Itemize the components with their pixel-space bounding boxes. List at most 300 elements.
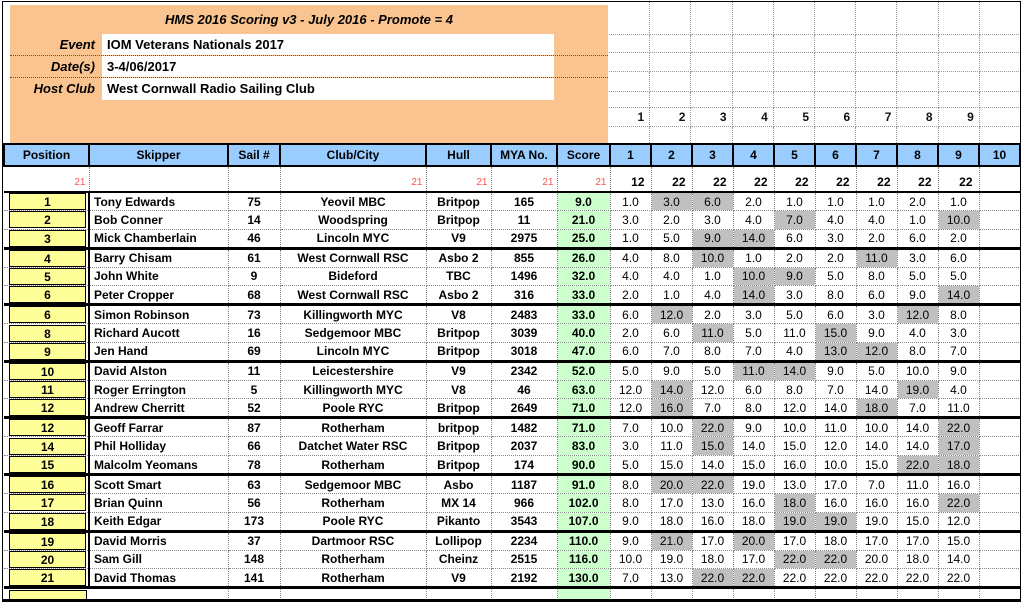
race-score-cell[interactable]: 7.0 — [856, 475, 897, 494]
race-score-cell[interactable]: 2.0 — [774, 248, 815, 267]
race-score-discard-cell[interactable]: 14.0 — [938, 286, 979, 305]
race-score-cell[interactable]: 18.0 — [733, 512, 774, 531]
mya-number-cell[interactable]: 165 — [491, 192, 557, 211]
race-score-cell[interactable]: 2.0 — [733, 192, 774, 211]
score-cell[interactable]: 25.0 — [557, 229, 610, 248]
race-score-discard-cell[interactable]: 22.0 — [692, 418, 733, 437]
club-cell[interactable]: West Cornwall RSC — [280, 248, 426, 267]
race-score-discard-cell[interactable]: 22.0 — [897, 456, 938, 475]
race-score-cell[interactable]: 16.0 — [897, 494, 938, 513]
sail-number-cell[interactable]: 73 — [228, 305, 280, 324]
race-score-cell[interactable]: 9.0 — [651, 361, 692, 380]
race-score-cell[interactable]: 13.0 — [774, 475, 815, 494]
race-entries-cell[interactable]: 22 — [897, 166, 938, 192]
race-score-cell[interactable]: 8.0 — [774, 380, 815, 399]
position-cell[interactable] — [4, 512, 89, 531]
club-cell[interactable]: Yeovil MBC — [280, 192, 426, 211]
sail-number-cell[interactable]: 87 — [228, 418, 280, 437]
race-score-discard-cell[interactable]: 20.0 — [651, 475, 692, 494]
skipper-cell[interactable]: Phil Holliday — [89, 437, 228, 456]
hull-cell[interactable]: V9 — [426, 569, 491, 588]
position-cell[interactable] — [4, 324, 89, 343]
score-cell[interactable]: 21.0 — [557, 211, 610, 230]
club-cell[interactable]: West Cornwall RSC — [280, 286, 426, 305]
hull-cell[interactable]: Britpop — [426, 437, 491, 456]
race-score-cell[interactable]: 1.0 — [938, 192, 979, 211]
race-score-cell[interactable]: 9.0 — [938, 361, 979, 380]
race-score-discard-cell[interactable]: 22.0 — [774, 550, 815, 569]
race-score-cell[interactable]: 18.0 — [815, 531, 856, 550]
sail-number-cell[interactable]: 63 — [228, 475, 280, 494]
sail-number-cell[interactable]: 37 — [228, 531, 280, 550]
race-score-cell[interactable]: 18.0 — [651, 512, 692, 531]
race-score-cell[interactable]: 22.0 — [897, 569, 938, 588]
race-score-discard-cell[interactable]: 22.0 — [692, 475, 733, 494]
race-score-cell[interactable]: 2.0 — [938, 229, 979, 248]
hull-cell[interactable]: Asbo 2 — [426, 286, 491, 305]
race-score-cell[interactable]: 11.0 — [651, 437, 692, 456]
score-cell[interactable]: 110.0 — [557, 531, 610, 550]
race-score-cell[interactable]: 3.0 — [610, 211, 651, 230]
race-score-cell[interactable]: 18.0 — [692, 550, 733, 569]
race-score-cell[interactable]: 11.0 — [774, 324, 815, 343]
score-cell[interactable]: 33.0 — [557, 305, 610, 324]
race-score-discard-cell[interactable]: 11.0 — [733, 361, 774, 380]
race-score-discard-cell[interactable]: 11.0 — [856, 248, 897, 267]
race-score-cell[interactable]: 7.0 — [651, 342, 692, 361]
race-score-cell[interactable]: 19.0 — [733, 475, 774, 494]
score-cell[interactable]: 107.0 — [557, 512, 610, 531]
score-cell[interactable]: 63.0 — [557, 380, 610, 399]
score-cell[interactable]: 52.0 — [557, 361, 610, 380]
race-score-cell[interactable]: 9.0 — [733, 418, 774, 437]
position-cell[interactable] — [4, 380, 89, 399]
club-cell[interactable]: Rotherham — [280, 418, 426, 437]
race-score-cell[interactable]: 5.0 — [815, 267, 856, 286]
race-score-discard-cell[interactable]: 13.0 — [815, 342, 856, 361]
race-score-cell[interactable]: 15.0 — [897, 512, 938, 531]
hull-cell[interactable]: V9 — [426, 361, 491, 380]
race-score-cell[interactable]: 14.0 — [938, 550, 979, 569]
position-cell[interactable] — [4, 305, 89, 324]
hull-cell[interactable]: Asbo 2 — [426, 248, 491, 267]
race-score-discard-cell[interactable]: 9.0 — [692, 229, 733, 248]
race-score-cell[interactable]: 5.0 — [897, 267, 938, 286]
race-score-cell[interactable]: 3.0 — [692, 211, 733, 230]
race-score-cell[interactable]: 19.0 — [651, 550, 692, 569]
race-score-cell[interactable]: 1.0 — [856, 192, 897, 211]
race-score-cell[interactable]: 12.0 — [610, 399, 651, 418]
skipper-cell[interactable]: Bob Conner — [89, 211, 228, 230]
race-score-cell[interactable]: 1.0 — [897, 211, 938, 230]
club-cell[interactable]: Bideford — [280, 267, 426, 286]
race-score-cell[interactable]: 16.0 — [733, 494, 774, 513]
race-score-cell[interactable]: 6.0 — [774, 229, 815, 248]
race-score-cell[interactable]: 8.0 — [938, 305, 979, 324]
race-score-cell[interactable]: 8.0 — [610, 494, 651, 513]
race-score-discard-cell[interactable]: 12.0 — [651, 305, 692, 324]
race-score-cell[interactable]: 7.0 — [897, 399, 938, 418]
race-score-cell[interactable]: 15.0 — [651, 456, 692, 475]
race-score-cell[interactable]: 13.0 — [692, 494, 733, 513]
race-score-cell[interactable]: 17.0 — [815, 475, 856, 494]
race-entries-cell[interactable]: 12 — [610, 166, 651, 192]
mya-number-cell[interactable]: 855 — [491, 248, 557, 267]
skipper-cell[interactable]: Roger Errington — [89, 380, 228, 399]
club-cell[interactable]: Poole RYC — [280, 399, 426, 418]
score-cell[interactable]: 33.0 — [557, 286, 610, 305]
position-cell[interactable] — [4, 267, 89, 286]
position-cell[interactable] — [4, 475, 89, 494]
race-score-cell[interactable]: 2.0 — [651, 211, 692, 230]
race-score-cell[interactable]: 4.0 — [692, 286, 733, 305]
race-score-cell[interactable]: 5.0 — [938, 267, 979, 286]
race-score-cell[interactable]: 14.0 — [815, 399, 856, 418]
race-score-cell[interactable]: 2.0 — [897, 192, 938, 211]
sail-number-cell[interactable]: 56 — [228, 494, 280, 513]
fleet-size-cell[interactable]: 21 — [426, 166, 491, 192]
race-score-cell[interactable]: 14.0 — [856, 437, 897, 456]
race-score-cell[interactable]: 4.0 — [733, 211, 774, 230]
race-score-cell[interactable]: 10.0 — [651, 418, 692, 437]
race-entries-cell[interactable]: 22 — [774, 166, 815, 192]
skipper-cell[interactable]: John White — [89, 267, 228, 286]
sail-number-cell[interactable]: 78 — [228, 456, 280, 475]
race-score-cell[interactable]: 17.0 — [651, 494, 692, 513]
sail-number-cell[interactable]: 52 — [228, 399, 280, 418]
race-score-discard-cell[interactable]: 19.0 — [815, 512, 856, 531]
hull-cell[interactable]: Cheinz — [426, 550, 491, 569]
hull-cell[interactable]: britpop — [426, 418, 491, 437]
position-cell[interactable] — [4, 437, 89, 456]
skipper-cell[interactable]: Simon Robinson — [89, 305, 228, 324]
race-score-cell[interactable]: 17.0 — [856, 531, 897, 550]
race-score-cell[interactable]: 14.0 — [733, 437, 774, 456]
race-score-discard-cell[interactable]: 20.0 — [733, 531, 774, 550]
hull-cell[interactable]: Britpop — [426, 192, 491, 211]
score-cell[interactable]: 102.0 — [557, 494, 610, 513]
race-score-cell[interactable]: 5.0 — [651, 229, 692, 248]
position-cell[interactable] — [4, 494, 89, 513]
club-cell[interactable]: Lincoln MYC — [280, 342, 426, 361]
race-score-cell[interactable]: 4.0 — [938, 380, 979, 399]
race-score-cell[interactable]: 2.0 — [610, 286, 651, 305]
score-cell[interactable]: 26.0 — [557, 248, 610, 267]
club-cell[interactable]: Dartmoor RSC — [280, 531, 426, 550]
score-cell[interactable]: 71.0 — [557, 399, 610, 418]
position-cell[interactable] — [4, 531, 89, 550]
sail-number-cell[interactable]: 66 — [228, 437, 280, 456]
skipper-cell[interactable]: Keith Edgar — [89, 512, 228, 531]
race-score-cell[interactable]: 7.0 — [692, 399, 733, 418]
race-score-cell[interactable]: 2.0 — [856, 229, 897, 248]
race-score-cell[interactable]: 4.0 — [815, 211, 856, 230]
skipper-cell[interactable]: Peter Cropper — [89, 286, 228, 305]
hull-cell[interactable]: V8 — [426, 305, 491, 324]
race-score-cell[interactable]: 16.0 — [692, 512, 733, 531]
race-score-cell[interactable]: 12.0 — [938, 512, 979, 531]
hull-cell[interactable]: V8 — [426, 380, 491, 399]
mya-number-cell[interactable]: 3543 — [491, 512, 557, 531]
mya-number-cell[interactable]: 46 — [491, 380, 557, 399]
position-cell[interactable] — [4, 342, 89, 361]
mya-number-cell[interactable]: 2975 — [491, 229, 557, 248]
hull-cell[interactable]: Britpop — [426, 342, 491, 361]
mya-number-cell[interactable]: 1496 — [491, 267, 557, 286]
sail-number-cell[interactable]: 46 — [228, 229, 280, 248]
skipper-cell[interactable]: Barry Chisam — [89, 248, 228, 267]
race-score-discard-cell[interactable]: 18.0 — [938, 456, 979, 475]
race-score-cell[interactable]: 15.0 — [856, 456, 897, 475]
race-score-cell[interactable]: 4.0 — [610, 267, 651, 286]
fleet-size-cell[interactable]: 21 — [4, 166, 89, 192]
race-score-discard-cell[interactable]: 22.0 — [733, 569, 774, 588]
race-score-cell[interactable]: 16.0 — [815, 494, 856, 513]
race-entries-cell[interactable] — [979, 166, 1020, 192]
race-score-discard-cell[interactable]: 22.0 — [938, 494, 979, 513]
sail-number-cell[interactable]: 9 — [228, 267, 280, 286]
hull-cell[interactable]: Pikanto — [426, 512, 491, 531]
race-score-cell[interactable]: 1.0 — [733, 248, 774, 267]
dates-field[interactable]: 3-4/06/2017 — [102, 56, 554, 77]
race-score-discard-cell[interactable]: 9.0 — [774, 267, 815, 286]
mya-number-cell[interactable]: 2649 — [491, 399, 557, 418]
race-score-discard-cell[interactable]: 18.0 — [856, 399, 897, 418]
race-entries-cell[interactable]: 22 — [856, 166, 897, 192]
mya-number-cell[interactable]: 2342 — [491, 361, 557, 380]
race-score-cell[interactable]: 11.0 — [815, 418, 856, 437]
hull-cell[interactable]: Britpop — [426, 399, 491, 418]
skipper-cell[interactable]: David Morris — [89, 531, 228, 550]
race-score-cell[interactable]: 7.0 — [610, 569, 651, 588]
race-score-cell[interactable]: 13.0 — [651, 569, 692, 588]
sail-number-cell[interactable]: 69 — [228, 342, 280, 361]
race-score-cell[interactable]: 7.0 — [733, 342, 774, 361]
race-score-cell[interactable]: 6.0 — [651, 324, 692, 343]
race-score-cell[interactable]: 17.0 — [692, 531, 733, 550]
position-cell[interactable] — [4, 418, 89, 437]
score-cell[interactable]: 9.0 — [557, 192, 610, 211]
race-score-cell[interactable]: 19.0 — [856, 512, 897, 531]
race-entries-cell[interactable]: 22 — [938, 166, 979, 192]
skipper-cell[interactable]: David Thomas — [89, 569, 228, 588]
race-score-cell[interactable]: 3.0 — [897, 248, 938, 267]
position-cell[interactable] — [4, 211, 89, 230]
sail-number-cell[interactable]: 61 — [228, 248, 280, 267]
club-cell[interactable]: Lincoln MYC — [280, 229, 426, 248]
mya-number-cell[interactable]: 3018 — [491, 342, 557, 361]
race-score-discard-cell[interactable]: 21.0 — [651, 531, 692, 550]
mya-number-cell[interactable]: 174 — [491, 456, 557, 475]
race-score-cell[interactable]: 8.0 — [692, 342, 733, 361]
race-score-cell[interactable]: 3.0 — [856, 305, 897, 324]
race-score-cell[interactable]: 14.0 — [897, 418, 938, 437]
position-cell[interactable] — [4, 456, 89, 475]
race-score-cell[interactable]: 10.0 — [610, 550, 651, 569]
mya-number-cell[interactable]: 2483 — [491, 305, 557, 324]
race-score-cell[interactable]: 16.0 — [938, 475, 979, 494]
position-cell[interactable] — [4, 361, 89, 380]
race-score-cell[interactable]: 8.0 — [897, 342, 938, 361]
race-score-cell[interactable]: 1.0 — [610, 192, 651, 211]
race-score-cell[interactable]: 4.0 — [897, 324, 938, 343]
race-score-cell[interactable]: 15.0 — [733, 456, 774, 475]
score-cell[interactable]: 71.0 — [557, 418, 610, 437]
club-cell[interactable]: Killingworth MYC — [280, 305, 426, 324]
mya-number-cell[interactable]: 2234 — [491, 531, 557, 550]
race-score-discard-cell[interactable]: 15.0 — [692, 437, 733, 456]
race-score-cell[interactable]: 4.0 — [856, 211, 897, 230]
race-score-cell[interactable]: 3.0 — [938, 324, 979, 343]
club-cell[interactable]: Leicestershire — [280, 361, 426, 380]
club-cell[interactable]: Rotherham — [280, 550, 426, 569]
race-score-discard-cell[interactable]: 22.0 — [692, 569, 733, 588]
race-score-cell[interactable]: 15.0 — [774, 437, 815, 456]
race-entries-cell[interactable]: 22 — [733, 166, 774, 192]
race-score-cell[interactable]: 5.0 — [692, 361, 733, 380]
skipper-cell[interactable]: Tony Edwards — [89, 192, 228, 211]
sail-number-cell[interactable]: 173 — [228, 512, 280, 531]
race-score-cell[interactable]: 6.0 — [938, 248, 979, 267]
position-cell[interactable] — [4, 248, 89, 267]
sail-number-cell[interactable]: 68 — [228, 286, 280, 305]
race-score-discard-cell[interactable]: 3.0 — [651, 192, 692, 211]
race-score-cell[interactable]: 10.0 — [856, 418, 897, 437]
club-cell[interactable]: Woodspring — [280, 211, 426, 230]
hull-cell[interactable]: Britpop — [426, 324, 491, 343]
skipper-cell[interactable]: Brian Quinn — [89, 494, 228, 513]
race-score-cell[interactable]: 22.0 — [815, 569, 856, 588]
skipper-cell[interactable]: Jen Hand — [89, 342, 228, 361]
race-score-cell[interactable]: 16.0 — [856, 494, 897, 513]
race-score-cell[interactable]: 1.0 — [651, 286, 692, 305]
race-score-discard-cell[interactable]: 19.0 — [897, 380, 938, 399]
race-score-cell[interactable]: 5.0 — [733, 324, 774, 343]
race-score-cell[interactable]: 12.0 — [815, 437, 856, 456]
race-score-discard-cell[interactable]: 18.0 — [774, 494, 815, 513]
empty-cell[interactable] — [228, 166, 280, 192]
position-cell[interactable] — [4, 286, 89, 305]
score-cell[interactable]: 47.0 — [557, 342, 610, 361]
race-score-cell[interactable]: 14.0 — [856, 380, 897, 399]
fleet-size-cell[interactable]: 21 — [280, 166, 426, 192]
hull-cell[interactable]: MX 14 — [426, 494, 491, 513]
race-score-cell[interactable]: 3.0 — [610, 437, 651, 456]
race-score-cell[interactable]: 9.0 — [610, 531, 651, 550]
mya-number-cell[interactable]: 1482 — [491, 418, 557, 437]
skipper-cell[interactable]: Andrew Cherritt — [89, 399, 228, 418]
sail-number-cell[interactable]: 11 — [228, 361, 280, 380]
race-score-cell[interactable]: 3.0 — [774, 286, 815, 305]
race-score-discard-cell[interactable]: 15.0 — [815, 324, 856, 343]
race-entries-cell[interactable]: 22 — [815, 166, 856, 192]
club-cell[interactable]: Sedgemoor MBC — [280, 324, 426, 343]
race-score-cell[interactable]: 14.0 — [897, 437, 938, 456]
race-score-cell[interactable]: 20.0 — [856, 550, 897, 569]
race-score-cell[interactable]: 2.0 — [610, 324, 651, 343]
race-score-cell[interactable]: 10.0 — [897, 361, 938, 380]
race-score-discard-cell[interactable]: 22.0 — [815, 550, 856, 569]
race-score-cell[interactable]: 1.0 — [692, 267, 733, 286]
hull-cell[interactable]: Lollipop — [426, 531, 491, 550]
race-score-cell[interactable]: 6.0 — [815, 305, 856, 324]
race-score-cell[interactable]: 4.0 — [651, 267, 692, 286]
skipper-cell[interactable]: David Alston — [89, 361, 228, 380]
race-score-discard-cell[interactable]: 14.0 — [733, 229, 774, 248]
club-cell[interactable]: Rotherham — [280, 456, 426, 475]
club-cell[interactable]: Datchet Water RSC — [280, 437, 426, 456]
race-score-cell[interactable]: 3.0 — [815, 229, 856, 248]
race-score-cell[interactable]: 22.0 — [938, 569, 979, 588]
race-score-cell[interactable]: 11.0 — [897, 475, 938, 494]
mya-number-cell[interactable]: 2192 — [491, 569, 557, 588]
position-cell[interactable] — [4, 192, 89, 211]
sail-number-cell[interactable]: 14 — [228, 211, 280, 230]
mya-number-cell[interactable]: 966 — [491, 494, 557, 513]
race-score-cell[interactable]: 6.0 — [610, 305, 651, 324]
hull-cell[interactable]: Britpop — [426, 211, 491, 230]
race-score-cell[interactable]: 22.0 — [856, 569, 897, 588]
race-entries-cell[interactable]: 22 — [692, 166, 733, 192]
race-score-cell[interactable]: 12.0 — [692, 380, 733, 399]
race-score-cell[interactable]: 10.0 — [774, 418, 815, 437]
race-score-discard-cell[interactable]: 12.0 — [856, 342, 897, 361]
position-cell[interactable] — [4, 399, 89, 418]
score-cell[interactable]: 83.0 — [557, 437, 610, 456]
position-cell[interactable] — [4, 550, 89, 569]
race-score-cell[interactable]: 1.0 — [815, 192, 856, 211]
race-score-cell[interactable]: 6.0 — [897, 229, 938, 248]
race-score-cell[interactable]: 4.0 — [610, 248, 651, 267]
race-score-cell[interactable]: 2.0 — [815, 248, 856, 267]
skipper-cell[interactable]: Sam Gill — [89, 550, 228, 569]
race-score-discard-cell[interactable]: 16.0 — [651, 399, 692, 418]
race-score-cell[interactable]: 14.0 — [692, 456, 733, 475]
race-score-cell[interactable]: 5.0 — [774, 305, 815, 324]
race-score-discard-cell[interactable]: 22.0 — [938, 418, 979, 437]
race-score-discard-cell[interactable]: 14.0 — [733, 286, 774, 305]
race-score-cell[interactable]: 5.0 — [610, 361, 651, 380]
race-score-cell[interactable]: 22.0 — [774, 569, 815, 588]
race-score-cell[interactable]: 12.0 — [774, 399, 815, 418]
race-score-discard-cell[interactable]: 17.0 — [938, 437, 979, 456]
race-score-cell[interactable]: 1.0 — [774, 192, 815, 211]
race-score-cell[interactable]: 17.0 — [733, 550, 774, 569]
race-score-discard-cell[interactable]: 6.0 — [692, 192, 733, 211]
race-score-discard-cell[interactable]: 11.0 — [692, 324, 733, 343]
race-score-cell[interactable]: 8.0 — [856, 267, 897, 286]
sail-number-cell[interactable]: 5 — [228, 380, 280, 399]
mya-number-cell[interactable]: 2515 — [491, 550, 557, 569]
score-cell[interactable]: 130.0 — [557, 569, 610, 588]
empty-cell[interactable] — [89, 166, 228, 192]
mya-number-cell[interactable]: 2037 — [491, 437, 557, 456]
race-score-discard-cell[interactable]: 14.0 — [651, 380, 692, 399]
host-club-field[interactable]: West Cornwall Radio Sailing Club — [102, 78, 554, 100]
race-score-cell[interactable]: 7.0 — [815, 380, 856, 399]
sail-number-cell[interactable]: 141 — [228, 569, 280, 588]
mya-number-cell[interactable]: 11 — [491, 211, 557, 230]
hull-cell[interactable]: TBC — [426, 267, 491, 286]
race-score-cell[interactable]: 6.0 — [610, 342, 651, 361]
race-score-cell[interactable]: 9.0 — [897, 286, 938, 305]
race-score-cell[interactable]: 17.0 — [774, 531, 815, 550]
club-cell[interactable]: Poole RYC — [280, 512, 426, 531]
race-score-cell[interactable]: 5.0 — [610, 456, 651, 475]
hull-cell[interactable]: Britpop — [426, 456, 491, 475]
hull-cell[interactable]: Asbo — [426, 475, 491, 494]
sail-number-cell[interactable]: 75 — [228, 192, 280, 211]
